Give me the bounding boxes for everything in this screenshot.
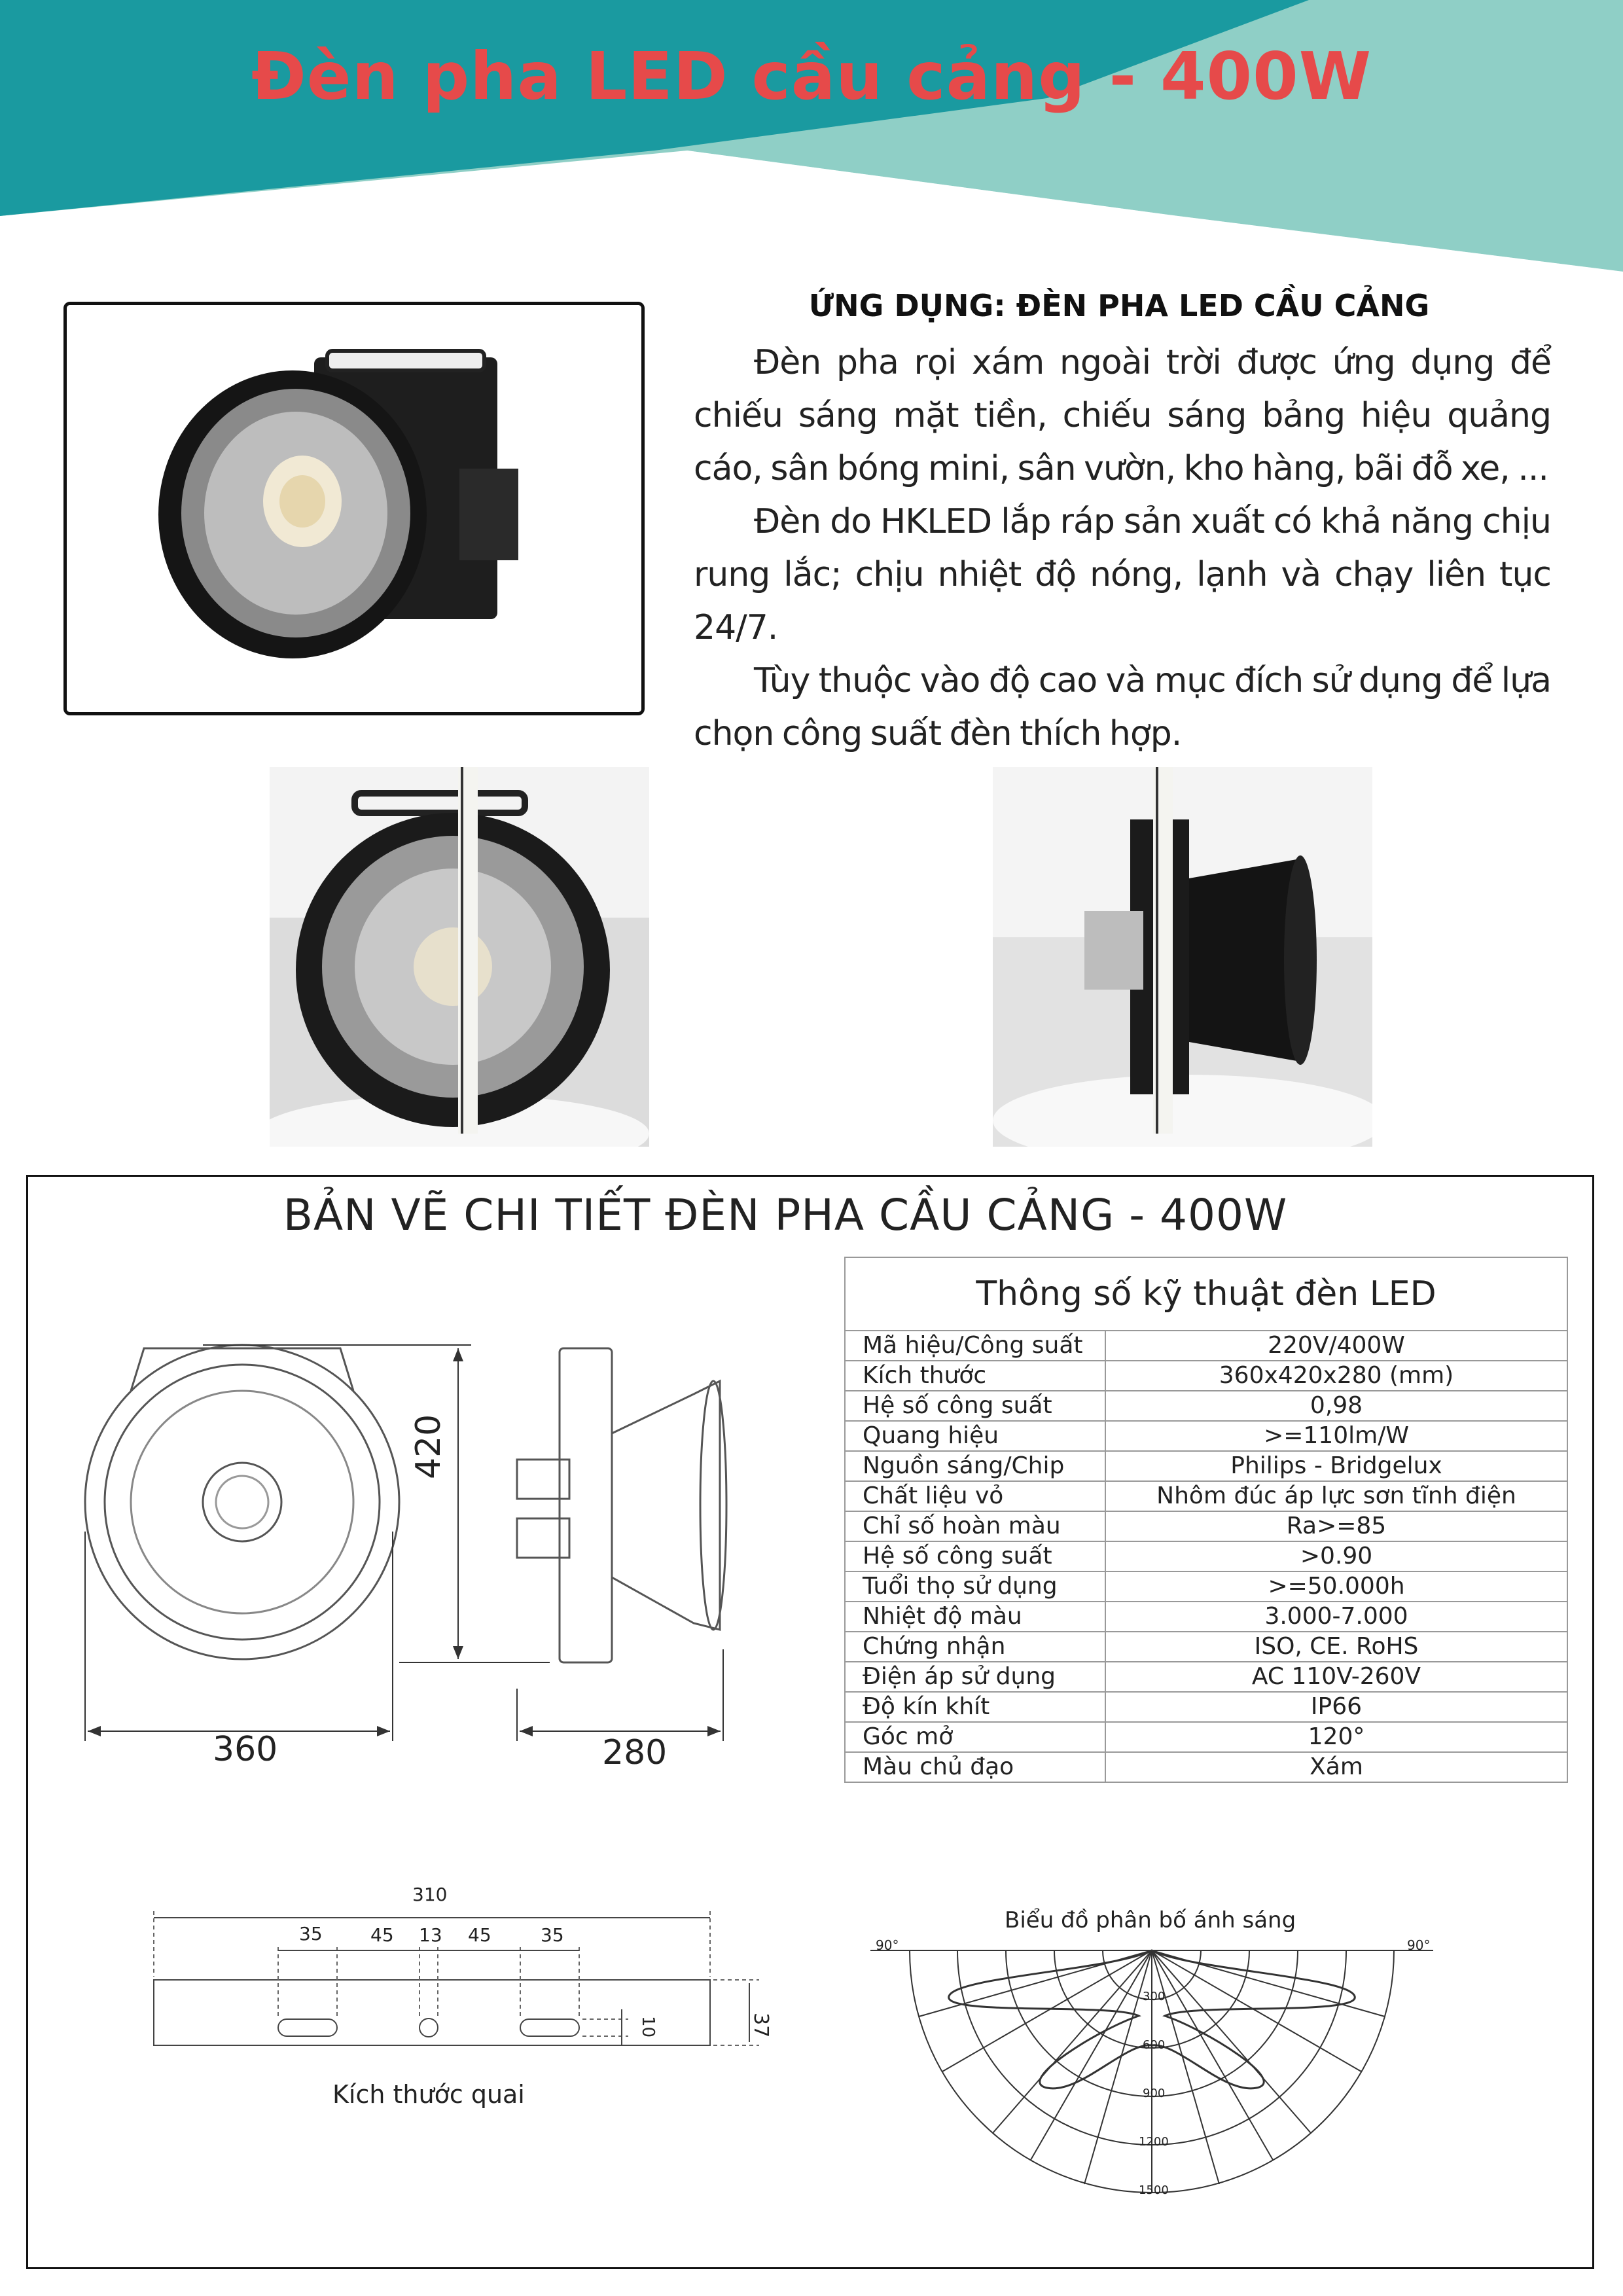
spec-row [845,1571,1567,1602]
spec-row [845,1541,1567,1571]
spec-label: Nhiệt độ màu [845,1602,1105,1632]
spec-label: Tuổi thọ sử dụng [845,1571,1105,1602]
bracket-slot-height: 10 [638,2016,658,2038]
bracket-segment: 45 [370,1924,394,1946]
spec-label: Chỉ số hoàn màu [845,1511,1105,1541]
spec-value: ISO, CE. RoHS [1105,1632,1567,1662]
spec-value: 220V/400W [1105,1331,1567,1361]
lamp-line-drawing [65,1322,785,1793]
spec-label: Quang hiệu [845,1421,1105,1451]
application-paragraph: Tùy thuộc vào độ cao và mục đích sử dụng để lựa chọn công suất đèn thích hợp. [694,661,1551,753]
bracket-total-length: 310 [412,1884,448,1905]
spec-label: Điện áp sử dụng [845,1662,1105,1692]
spec-label: Hệ số công suất [845,1541,1105,1571]
spec-label: Mã hiệu/Công suất [845,1331,1105,1361]
spec-value: >=110lm/W [1105,1421,1567,1451]
polar-ring-label: 900 [1143,2087,1166,2100]
spec-table-title: Thông số kỹ thuật đèn LED [845,1257,1567,1331]
spec-row [845,1451,1567,1481]
bracket-segment: 35 [541,1924,564,1946]
spec-row [845,1752,1567,1782]
spec-value: Philips - Bridgelux [1105,1451,1567,1481]
dimension-width: 360 [213,1730,278,1769]
polar-chart-title: Biểu đồ phân bố ánh sáng [1005,1907,1296,1933]
product-photo-frame [63,302,645,715]
spec-row [845,1391,1567,1421]
spec-value: Xám [1105,1752,1567,1782]
spec-label: Hệ số công suất [845,1391,1105,1421]
spec-row [845,1602,1567,1632]
spec-value: Nhôm đúc áp lực sơn tĩnh điện [1105,1481,1567,1511]
spec-label: Nguồn sáng/Chip [845,1451,1105,1481]
spec-label: Chất liệu vỏ [845,1481,1105,1511]
spec-row [845,1722,1567,1752]
spec-row [845,1331,1567,1361]
product-photo [67,305,641,712]
spec-value: 0,98 [1105,1391,1567,1421]
polar-ring-label: 1500 [1139,2183,1169,2197]
spec-label: Kích thước [845,1361,1105,1391]
spec-value: 360x420x280 (mm) [1105,1361,1567,1391]
spec-label: Độ kín khít [845,1692,1105,1722]
spec-label: Màu chủ đạo [845,1752,1105,1782]
polar-angle-left: 90° [876,1937,899,1953]
spec-value: IP66 [1105,1692,1567,1722]
spec-row [845,1662,1567,1692]
dimension-depth: 280 [602,1733,668,1772]
spec-value: >0.90 [1105,1541,1567,1571]
spec-table [844,1257,1568,1783]
polar-angle-right: 90° [1407,1937,1431,1953]
application-paragraph: Đèn pha rọi xám ngoài trời được ứng dụng để chiếu sáng mặt tiền, chiếu sáng bảng hiệu quảng cáo, sân bóng mini, sân vườn, kho hàng, bãi đỗ xe, ... [694,343,1551,488]
bracket-segment: 35 [299,1923,323,1945]
dimension-height: 420 [409,1414,448,1479]
spec-row [845,1632,1567,1662]
side-view-photo [993,767,1372,1147]
spec-value: AC 110V-260V [1105,1662,1567,1692]
page-title: Đèn pha LED cầu cảng - 400W [251,38,1372,115]
spec-row [845,1421,1567,1451]
application-paragraph: Đèn do HKLED lắp ráp sản xuất có khả năng chịu rung lắc; chịu nhiệt độ nóng, lạnh và chạy liên tục 24/7. [694,502,1551,647]
bracket-caption: Kích thước quai [332,2080,525,2109]
bracket-segment: 13 [419,1924,442,1946]
polar-ring-label: 300 [1143,1990,1166,2003]
bracket-height: 37 [749,2013,772,2038]
bracket-segment: 45 [468,1924,491,1946]
spec-row [845,1481,1567,1511]
spec-value: 3.000-7.000 [1105,1602,1567,1632]
spec-value: >=50.000h [1105,1571,1567,1602]
polar-ring-label: 600 [1143,2038,1166,2052]
front-view-photo [270,767,649,1147]
spec-label: Góc mở [845,1722,1105,1752]
polar-chart [851,1931,1479,2206]
spec-value: 120° [1105,1722,1567,1752]
application-heading: ỨNG DỤNG: ĐÈN PHA LED CẦU CẢNG [808,288,1430,323]
spec-value: Ra>=85 [1105,1511,1567,1541]
spec-label: Chứng nhận [845,1632,1105,1662]
spec-row [845,1511,1567,1541]
spec-row [845,1692,1567,1722]
spec-row [845,1361,1567,1391]
polar-ring-label: 1200 [1139,2135,1169,2149]
drawing-title: BẢN VẼ CHI TIẾT ĐÈN PHA CẦU CẢNG - 400W [283,1190,1288,1240]
